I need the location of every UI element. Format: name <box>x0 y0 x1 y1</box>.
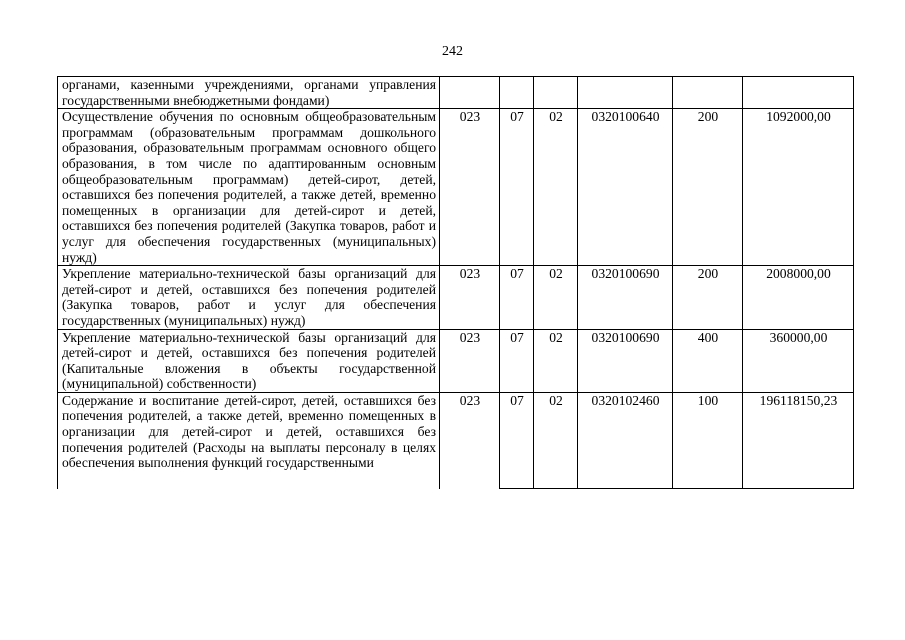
row-description: Содержание и воспитание детей-сирот, детей, оставшихся без попечения родителей, а также детей, временно помещенных в организации для детей-сирот и детей, оставшихся без попечения родителей (Расходы на выплаты персоналу в целях обеспечения выполнения функций государственными <box>58 392 440 489</box>
ministry-code <box>440 77 500 109</box>
row-description: органами, казенными учреждениями, органами управления государственными внебюджетными фондами) <box>58 77 440 109</box>
subsection-code: 02 <box>534 266 578 329</box>
section-code <box>500 77 534 109</box>
row-description: Укрепление материально-технической базы организаций для детей-сирот и детей, оставшихся без попечения родителей (Капитальные вложения в объекты государственной (муниципальной) собственности) <box>58 329 440 392</box>
ministry-code: 023 <box>440 392 500 489</box>
amount <box>743 77 854 109</box>
subsection-code: 02 <box>534 109 578 266</box>
target-code: 0320100690 <box>578 329 673 392</box>
table-row <box>58 392 854 489</box>
ministry-code: 023 <box>440 329 500 392</box>
row-description: Осуществление обучения по основным общеобразовательным программам (образовательным программам дошкольного образования, образовательным программам основного общего образования, в том числе по адаптированным основным общеобразовательным программам) детей-сирот, детей, оставшихся без попечения родителей, а также детей, временно помещенных в организации для детей-сирот и детей, оставшихся без попечения родителей (Закупка товаров, работ и услуг для обеспечения государственных (муниципальных) нужд) <box>58 109 440 266</box>
section-code: 07 <box>500 329 534 392</box>
table-row <box>58 329 854 392</box>
target-code <box>578 77 673 109</box>
target-code: 0320100640 <box>578 109 673 266</box>
amount: 1092000,00 <box>743 109 854 266</box>
budget-table <box>57 76 854 489</box>
ministry-code: 023 <box>440 109 500 266</box>
ministry-code: 023 <box>440 266 500 329</box>
subsection-code <box>534 77 578 109</box>
expense-type-code <box>673 77 743 109</box>
row-description: Укрепление материально-технической базы организаций для детей-сирот и детей, оставшихся без попечения родителей (Закупка товаров, работ и услуг для обеспечения государственных (муниципальных) нужд) <box>58 266 440 329</box>
target-code: 0320102460 <box>578 392 673 489</box>
table-row <box>58 77 854 109</box>
expense-type-code: 100 <box>673 392 743 489</box>
amount: 2008000,00 <box>743 266 854 329</box>
amount: 360000,00 <box>743 329 854 392</box>
expense-type-code: 200 <box>673 266 743 329</box>
target-code: 0320100690 <box>578 266 673 329</box>
section-code: 07 <box>500 109 534 266</box>
table-row <box>58 109 854 266</box>
subsection-code: 02 <box>534 329 578 392</box>
expense-type-code: 200 <box>673 109 743 266</box>
subsection-code: 02 <box>534 392 578 489</box>
section-code: 07 <box>500 392 534 489</box>
expense-type-code: 400 <box>673 329 743 392</box>
table-row <box>58 266 854 329</box>
page-number: 242 <box>442 44 463 59</box>
amount: 196118150,23 <box>743 392 854 489</box>
section-code: 07 <box>500 266 534 329</box>
